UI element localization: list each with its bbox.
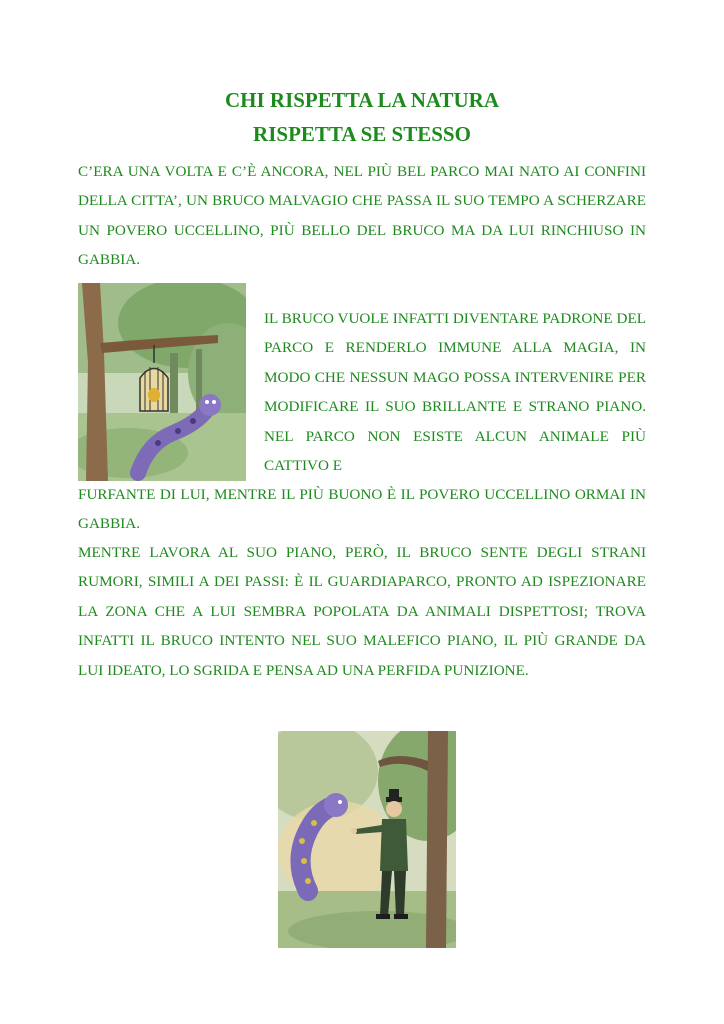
paragraph-2-wrapped: IL BRUCO VUOLE INFATTI DIVENTARE PADRONE DEL PARCO E RENDERLO IMMUNE ALLA MAGIA, IN MODO CHE NESSUN MAGO POSSA INTERVENIRE PER MODIFICARE IL SUO BRILLANTE E STRANO PIANO. NEL PARCO NON ESISTE ALCUN ANIMALE PIÙ CATTIVO E	[264, 310, 646, 475]
paragraph-3: MENTRE LAVORA AL SUO PIANO, PERÒ, IL BRUCO SENTE DEGLI STRANI RUMORI, SIMILI A DEI PASSI: È IL GUARDIAPARCO, PRONTO AD ISPEZIONARE LA ZONA CHE A LUI SEMBRA POPOLATA DA ANIMALI DISPETTOSI; TROVA INFATTI IL BRUCO INTENTO NEL SUO MALEFICO PIANO, IL PIÙ GRANDE DA LUI IDEATO, LO SGRIDA E PENSA AD UNA PERFIDA PUNIZIONE.	[78, 544, 646, 679]
ranger-caterpillar-illustration	[278, 731, 456, 948]
ranger-caterpillar-drawing	[278, 731, 456, 948]
title-line-2: RISPETTA SE STESSO	[253, 122, 471, 146]
paragraph-2-continued: FURFANTE DI LUI, MENTRE IL PIÙ BUONO È IL POVERO UCCELLINO ORMAI IN GABBIA.	[78, 486, 646, 533]
paragraph-1: C’ERA UNA VOLTA E C’È ANCORA, NEL PIÙ BEL PARCO MAI NATO AI CONFINI DELLA CITTA’, UN BRUCO MALVAGIO CHE PASSA IL SUO TEMPO A SCHERZARE UN POVERO UCCELLINO, PIÙ BELLO DEL BRUCO MA DA LUI RINCHIUSO IN GABBIA.	[78, 163, 646, 269]
title-line-1: CHI RISPETTA LA NATURA	[224, 88, 500, 112]
caterpillar-cage-drawing	[78, 283, 246, 481]
caterpillar-cage-illustration	[78, 283, 246, 481]
